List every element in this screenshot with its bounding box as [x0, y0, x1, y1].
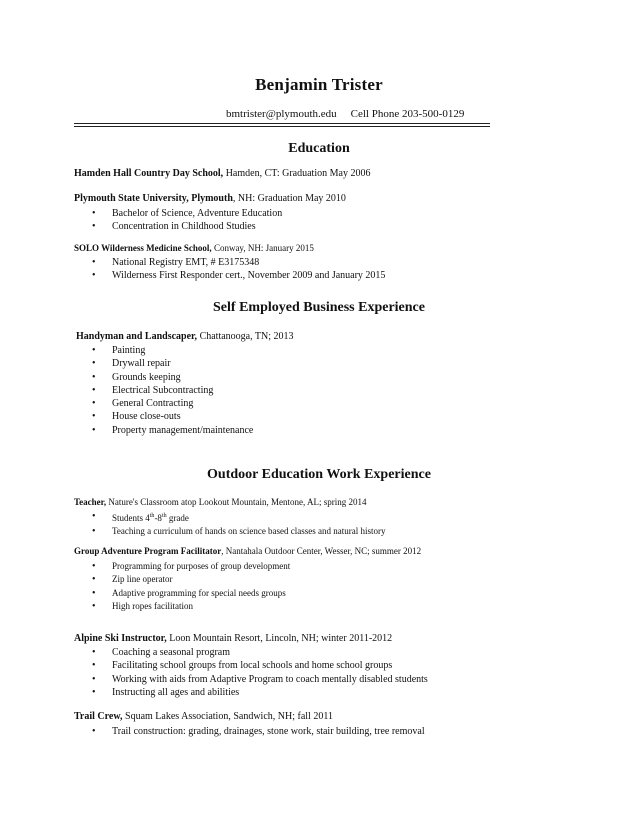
list-item: • Wilderness First Responder cert., November 2009 and January 2015 [74, 269, 385, 282]
org-name: Trail Crew, [74, 711, 123, 722]
section-title-education: Education [288, 141, 350, 156]
solo-list [74, 256, 385, 283]
email: bmtrister@plymouth.edu [226, 108, 337, 120]
list-item: • Programming for purposes of group development [74, 560, 290, 573]
org-name: Group Adventure Program Facilitator [74, 546, 222, 556]
org-name: Plymouth State University, Plymouth [74, 193, 233, 204]
org-detail: Loon Mountain Resort, Lincoln, NH; winter 2011-2012 [166, 633, 393, 644]
list-item: • House close-outs [74, 410, 253, 423]
org-detail: , NH: Graduation May 2010 [232, 193, 346, 204]
list-item: • Instructing all ages and abilities [74, 686, 428, 699]
list-item: • Drywall repair [74, 357, 253, 370]
list-item: • Grounds keeping [74, 371, 253, 384]
phone: Cell Phone 203-500-0129 [350, 108, 465, 120]
outdoor-entry-trail [74, 711, 333, 722]
list-item: • National Registry EMT, # E3175348 [74, 256, 385, 269]
outdoor-entry-teacher [74, 497, 366, 507]
list-item: • High ropes facilitation [74, 600, 290, 613]
education-entry-hamden [74, 168, 370, 179]
org-detail: Nature's Classroom atop Lookout Mountain, Mentone, AL; spring 2014 [106, 497, 367, 507]
education-entry-solo [74, 243, 314, 253]
outdoor-entry-group [74, 546, 421, 556]
resume-name: Benjamin Trister [255, 75, 383, 94]
org-name: Handyman and Landscaper, [76, 331, 198, 342]
org-detail: Squam Lakes Association, Sandwich, NH; fall 2011 [122, 711, 333, 722]
org-name: Hamden Hall Country Day School, [74, 168, 224, 179]
list-item: • Working with aids from Adaptive Program to coach mentally disabled students [74, 673, 428, 686]
list-item: • Adaptive programming for special needs groups [74, 587, 290, 600]
section-title-outdoor: Outdoor Education Work Experience [207, 467, 431, 482]
trail-list [74, 725, 425, 738]
list-item: • Students 4th-8th grade [74, 510, 386, 525]
list-item: • Electrical Subcontracting [74, 384, 253, 397]
plymouth-list [74, 207, 282, 234]
ski-list [74, 646, 428, 699]
list-item: • Painting [74, 344, 253, 357]
org-name: Alpine Ski Instructor, [74, 633, 167, 644]
header-rule-top [74, 123, 490, 124]
list-item: • Facilitating school groups from local schools and home school groups [74, 659, 428, 672]
teacher-list [74, 510, 386, 539]
org-detail: Chattanooga, TN; 2013 [197, 331, 294, 342]
org-detail: , Nantahala Outdoor Center, Wesser, NC; summer 2012 [221, 546, 422, 556]
org-name: Teacher, [74, 497, 107, 507]
list-item: • Trail construction: grading, drainages, stone work, stair building, tree removal [74, 725, 425, 738]
list-item: • General Contracting [74, 397, 253, 410]
self-employed-list [74, 344, 253, 437]
list-item: • Concentration in Childhood Studies [74, 220, 282, 233]
list-item: • Coaching a seasonal program [74, 646, 428, 659]
header-rule-bottom [74, 126, 490, 127]
list-item: • Bachelor of Science, Adventure Education [74, 207, 282, 220]
section-title-self-employed: Self Employed Business Experience [213, 300, 425, 315]
list-item: • Teaching a curriculum of hands on science based classes and natural history [74, 525, 386, 538]
org-name: SOLO Wilderness Medicine School, [74, 243, 212, 253]
education-entry-plymouth [74, 193, 346, 204]
org-detail: Hamden, CT: Graduation May 2006 [223, 168, 371, 179]
self-employed-entry [76, 331, 294, 342]
list-item: • Property management/maintenance [74, 424, 253, 437]
group-list [74, 560, 290, 613]
list-item: • Zip line operator [74, 573, 290, 586]
org-detail: Conway, NH: January 2015 [211, 243, 314, 253]
outdoor-entry-ski [74, 633, 392, 644]
contact-line [226, 108, 464, 120]
